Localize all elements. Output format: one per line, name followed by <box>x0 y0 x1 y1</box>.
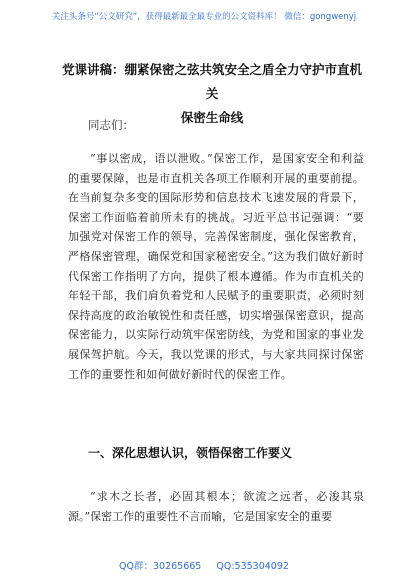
greeting: 同志们： <box>88 118 134 132</box>
paragraph-2: “求木之长者，必固其根本；欲流之远者，必浚其泉源。”保密工作的重要性不言而喻，它是国家安全的重要 <box>68 490 364 523</box>
title-line-1: 党课讲稿：绷紧保密之弦共筑安全之盾全力守护市直机关 <box>62 62 363 101</box>
paragraph-1: “事以密成，语以泄败。”保密工作，是国家安全和利益的重要保障，也是市直机关各项工作顺利开展的重要前提。在当前复杂多变的国际形势和信息技术飞速发展的背景下，保密工作面临着前所未有的挑战。习近平总书记强调：“要加强党对保密工作的领导，完善保密制度，强化保密教育，严格保密管理，确保党和国家秘密安全。”这为我们做好新时代保密工作指明了方向，提供了根本遵循。作为市直机关的年轻干部，我们肩负着党和人民赋予的重要职责，必须时刻保持高度的政治敏锐性和责任感，切实增强保密意识，提高保密能力，以实际行动筑牢保密防线，为党和国家的事业发展保驾护航。今天，我以党课的形式，与大家共同探讨保密工作的重要性和如何做好新时代的保密工作。 <box>68 152 364 381</box>
section-heading-1: 一、深化思想认识，领悟保密工作要义 <box>88 446 293 460</box>
body-text <box>68 149 364 384</box>
title-line-2: 保密生命线 <box>180 110 244 125</box>
qq-number: QQ:535304092 <box>216 561 289 572</box>
promo-header: 关注头条号“公文研究”，获得最新最全最专业的公文资料库！ 微信：gongwenyj <box>51 12 357 22</box>
contact-footer <box>0 557 408 577</box>
body-text-2 <box>68 487 364 526</box>
qq-group: QQ群：30265665 <box>119 561 202 572</box>
